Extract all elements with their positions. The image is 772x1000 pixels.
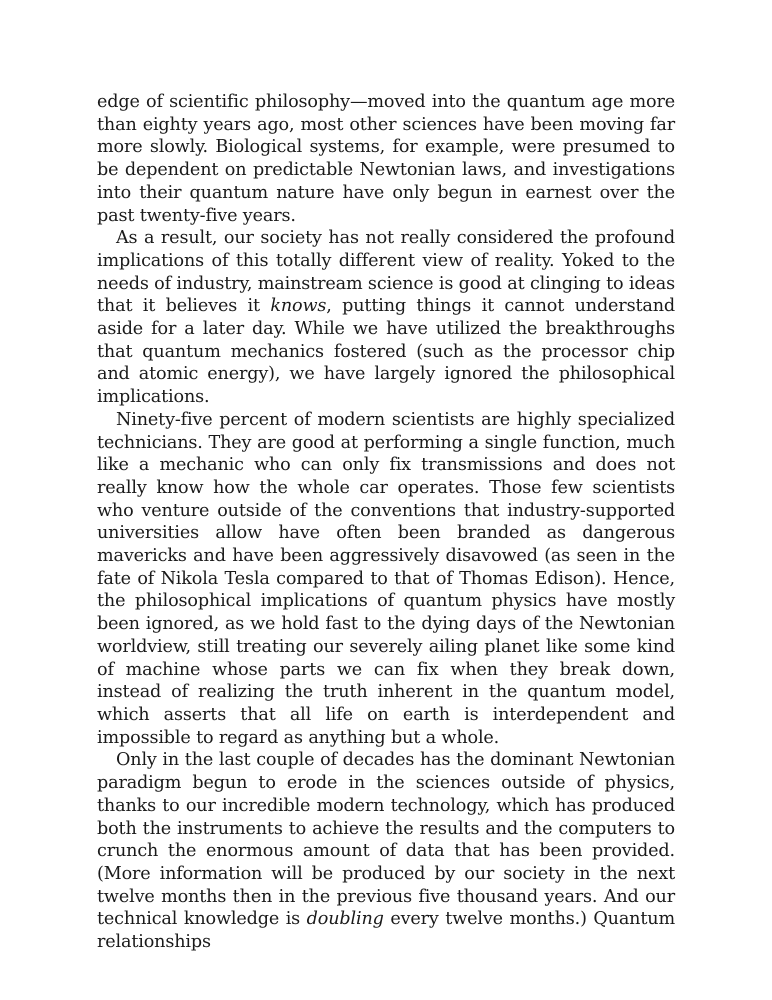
paragraph-4-emphasis: doubling bbox=[306, 909, 384, 930]
page-body bbox=[97, 91, 675, 954]
paragraph-3-text: Ninety-five percent of modern scientists are highly specialized technicians. They are good at performing a single function, much like a mechanic who can only fix transmissions and does not really know how the whole car operates. Those few scientists who venture outside of the conventions that industry-supported universities allow have often been branded as dangerous mavericks and have been aggressively disavowed (as seen in the fate of Nikola Tesla compared to that of Thomas Edison). Hence, the philosophical implications of quantum physics have mostly been ignored, as we hold fast to the dying days of the Newtonian worldview, still treating our severely ailing planet like some kind of machine whose parts we can fix when they break down, instead of realizing the truth inherent in the quantum model, which asserts that all life on earth is interdependent and impossible to regard as anything but a whole. bbox=[97, 409, 675, 748]
paragraph-3 bbox=[97, 409, 675, 750]
paragraph-2 bbox=[97, 227, 675, 409]
paragraph-2-text-a: As a result, our society has not really considered the profound implications of this totally different view of reality. Yoked to the needs of industry, mainstream science is good at clinging to ideas that it believes it bbox=[97, 228, 675, 317]
paragraph-4-text-b: every twelve months.) Quantum relationships bbox=[97, 909, 675, 953]
paragraph-4-text-a: Only in the last couple of decades has the dominant Newtonian paradigm begun to erode in the sciences outside of physics, thanks to our incredible modern technology, which has produced both the instruments to achieve the results and the computers to crunch the enormous amount of data that has been provided. (More information will be produced by our society in the next twelve months then in the previous five thousand years. And our technical knowledge is bbox=[97, 750, 675, 930]
paragraph-2-emphasis: knows bbox=[270, 296, 327, 317]
paragraph-1-text: edge of scientific philosophy—moved into the quantum age more than eighty years ago, most other sciences have been moving far more slowly. Biological systems, for example, were presumed to be dependent on predictable Newtonian laws, and investigations into their quantum nature have only begun in earnest over the past twenty-five years. bbox=[97, 92, 675, 226]
paragraph-2-text-b: , putting things it cannot understand aside for a later day. While we have utilized the breakthroughs that quantum mechanics fostered (such as the processor chip and atomic energy), we have largely ignored the philosophical implications. bbox=[97, 296, 676, 408]
paragraph-1 bbox=[97, 91, 675, 227]
paragraph-4 bbox=[97, 749, 675, 953]
